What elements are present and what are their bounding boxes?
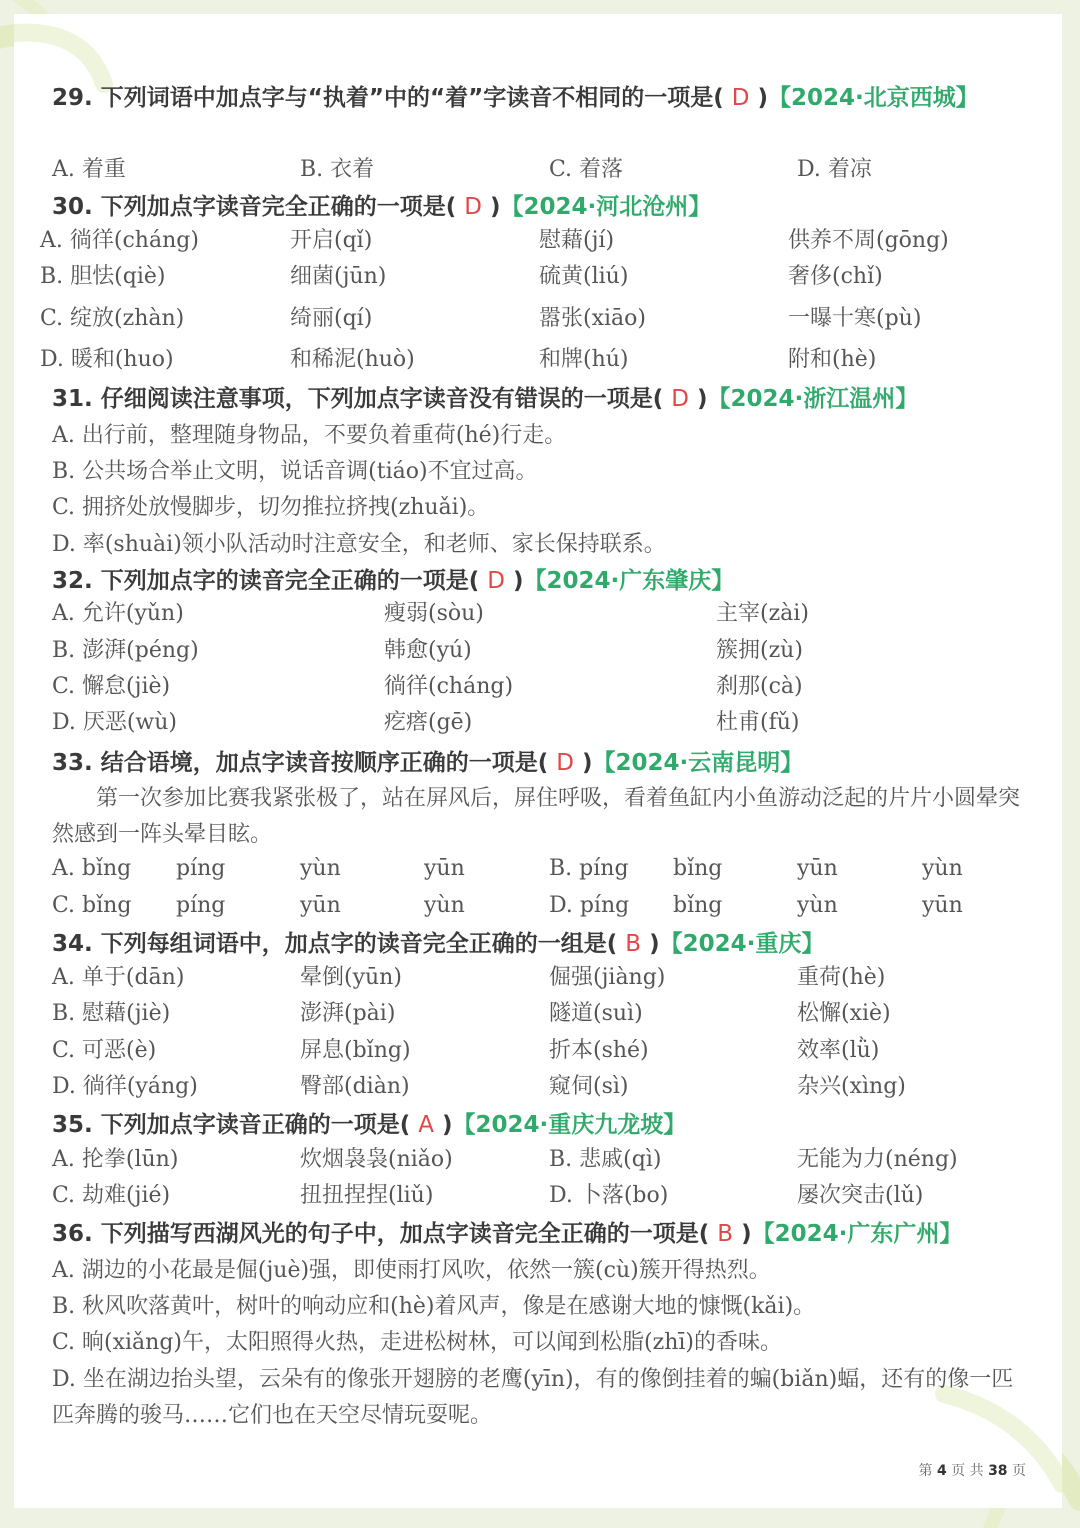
option-cell: 晕倒(yūn) bbox=[300, 965, 402, 990]
option-cell: C. bǐng bbox=[52, 893, 132, 918]
option-cell: 无能为力(néng) bbox=[797, 1147, 958, 1172]
source-33: 【2024·云南昆明】 bbox=[592, 750, 804, 776]
option-cell: píng bbox=[176, 893, 226, 918]
question-30-row bbox=[40, 302, 1030, 336]
question-30-title: 30. 下列加点字读音完全正确的一项是( D )【2024·河北沧州】 bbox=[52, 194, 712, 220]
option-cell: C. 绽放(zhàn) bbox=[40, 306, 185, 331]
option-cell: 和稀泥(huò) bbox=[290, 347, 415, 372]
option-cell: 徜徉(cháng) bbox=[384, 674, 514, 699]
source-35: 【2024·重庆九龙坡】 bbox=[452, 1112, 687, 1138]
question-29-title: 29. 下列词语中加点字与“执着”中的“着”字读音不相同的一项是( D )【2024·北京西城】 bbox=[52, 85, 979, 111]
option-cell: 奢侈(chǐ) bbox=[788, 264, 883, 289]
option-cell: B. píng bbox=[549, 856, 629, 881]
option-cell: 和牌(hú) bbox=[539, 347, 629, 372]
option-cell: D. 暖和(huo) bbox=[40, 347, 174, 372]
question-35-row bbox=[52, 1143, 1032, 1177]
question-29-options bbox=[52, 153, 1032, 187]
question-35-title: 35. 下列加点字读音正确的一项是( A )【2024·重庆九龙坡】 bbox=[52, 1112, 687, 1138]
option-cell: 扭扭捏捏(liǔ) bbox=[300, 1183, 434, 1208]
question-33-row bbox=[52, 852, 1032, 886]
option-cell: C. 懈怠(jiè) bbox=[52, 674, 171, 699]
option-cell: 屏息(bǐng) bbox=[300, 1038, 411, 1063]
option-cell: 细菌(jūn) bbox=[290, 264, 387, 289]
option-a: A. 着重 bbox=[52, 157, 126, 182]
option-cell: D. 厌恶(wù) bbox=[52, 710, 178, 735]
answer-32: D bbox=[487, 568, 505, 594]
question-34-title: 34. 下列每组词语中，加点字的读音完全正确的一组是( B )【2024·重庆】 bbox=[52, 931, 825, 957]
option-cell: B. 胆怯(qiè) bbox=[40, 264, 166, 289]
question-34-row bbox=[52, 1070, 1032, 1104]
option-b: B. 公共场合举止文明，说话音调(tiáo)不宜过高。 bbox=[52, 459, 538, 484]
question-32-row bbox=[52, 634, 1032, 668]
option-cell: B. 悲戚(qì) bbox=[549, 1147, 662, 1172]
option-d: D. 坐在湖边抬头望，云朵有的像张开翅膀的老鹰(yīn)，有的像倒挂着的蝙(biǎn)蝠，还有的像一匹匹奔腾的骏马……它们也在天空尽情玩耍呢。 bbox=[52, 1367, 1014, 1428]
option-cell: 慰藉(jí) bbox=[539, 228, 615, 253]
option-cell: C. 可恶(è) bbox=[52, 1038, 157, 1063]
option-cell: 附和(hè) bbox=[788, 347, 877, 372]
option-cell: 绮丽(qí) bbox=[290, 306, 373, 331]
option-cell: 窥伺(sì) bbox=[549, 1074, 629, 1099]
source-34: 【2024·重庆】 bbox=[659, 931, 825, 957]
question-32-title: 32. 下列加点字的读音完全正确的一项是( D )【2024·广东肇庆】 bbox=[52, 568, 735, 594]
question-34-row bbox=[52, 961, 1032, 995]
question-34-row bbox=[52, 1034, 1032, 1068]
question-32-row bbox=[52, 597, 1032, 631]
option-cell: 疙瘩(gē) bbox=[384, 710, 473, 735]
option-cell: 硫黄(liú) bbox=[539, 264, 629, 289]
option-cell: 隧道(suì) bbox=[549, 1001, 643, 1026]
question-33-passage: 第一次参加比赛我紧张极了，站在屏风后，屏住呼吸，看着鱼缸内小鱼游动泛起的片片小圆晕突然感到一阵头晕目眩。 bbox=[52, 786, 1021, 847]
source-29: 【2024·北京西城】 bbox=[768, 85, 979, 111]
option-cell: 供养不周(gōng) bbox=[788, 228, 949, 253]
source-36: 【2024·广东广州】 bbox=[751, 1221, 963, 1247]
option-c: C. 晌(xiǎng)午，太阳照得火热，走进松树林，可以闻到松脂(zhī)的香味。 bbox=[52, 1330, 782, 1355]
option-cell: 杂兴(xìng) bbox=[797, 1074, 906, 1099]
option-cell: A. bǐng bbox=[52, 856, 132, 881]
option-c: C. 拥挤处放慢脚步，切勿推拉挤拽(zhuǎi)。 bbox=[52, 495, 490, 520]
option-b: B. 衣着 bbox=[300, 157, 375, 182]
option-cell: 倔强(jiàng) bbox=[549, 965, 666, 990]
option-cell: B. 澎湃(péng) bbox=[52, 638, 199, 663]
question-30-row bbox=[40, 224, 1030, 258]
option-d: D. 率(shuài)领小队活动时注意安全，和老师、家长保持联系。 bbox=[52, 532, 666, 557]
answer-30: D bbox=[464, 194, 482, 220]
source-32: 【2024·广东肇庆】 bbox=[523, 568, 735, 594]
option-cell: D. 徜徉(yáng) bbox=[52, 1074, 198, 1099]
question-30-row bbox=[40, 343, 1030, 377]
option-cell: 屡次突击(lǔ) bbox=[797, 1183, 924, 1208]
option-cell: 瘦弱(sòu) bbox=[384, 601, 484, 626]
option-cell: yūn bbox=[300, 893, 341, 918]
option-cell: 重荷(hè) bbox=[797, 965, 886, 990]
source-30: 【2024·河北沧州】 bbox=[500, 194, 712, 220]
option-cell: yùn bbox=[300, 856, 341, 881]
question-33-title: 33. 结合语境，加点字读音按顺序正确的一项是( D )【2024·云南昆明】 bbox=[52, 750, 804, 776]
option-c: C. 着落 bbox=[549, 157, 624, 182]
option-cell: D. píng bbox=[549, 893, 630, 918]
option-cell: 刹那(cà) bbox=[716, 674, 803, 699]
option-cell: yūn bbox=[922, 893, 963, 918]
option-cell: 开启(qǐ) bbox=[290, 228, 373, 253]
option-cell: A. 允许(yǔn) bbox=[52, 601, 184, 626]
option-cell: yūn bbox=[797, 856, 838, 881]
answer-34: B bbox=[625, 931, 642, 957]
question-30-row bbox=[40, 260, 1030, 294]
option-cell: yùn bbox=[424, 893, 465, 918]
option-cell: B. 慰藉(jiè) bbox=[52, 1001, 171, 1026]
option-cell: 一曝十寒(pù) bbox=[788, 306, 922, 331]
question-36-title: 36. 下列描写西湖风光的句子中，加点字读音完全正确的一项是( B )【2024·广东广州】 bbox=[52, 1221, 963, 1247]
option-cell: 折本(shé) bbox=[549, 1038, 649, 1063]
option-cell: A. 徜徉(cháng) bbox=[40, 228, 199, 253]
option-cell: yūn bbox=[424, 856, 465, 881]
page-number: 第 4 页 共 38 页 bbox=[918, 1463, 1026, 1479]
option-b: B. 秋风吹落黄叶，树叶的响动应和(hè)着风声，像是在感谢大地的慷慨(kǎi)。 bbox=[52, 1294, 816, 1319]
option-cell: bǐng bbox=[673, 893, 723, 918]
question-32-row bbox=[52, 670, 1032, 704]
option-cell: 嚣张(xiāo) bbox=[539, 306, 646, 331]
question-33-row bbox=[52, 889, 1032, 923]
question-31-title: 31. 仔细阅读注意事项，下列加点字读音没有错误的一项是( D )【2024·浙江温州】 bbox=[52, 386, 919, 412]
answer-35: A bbox=[418, 1112, 435, 1138]
source-31: 【2024·浙江温州】 bbox=[707, 386, 919, 412]
option-a: A. 出行前，整理随身物品，不要负着重荷(hé)行走。 bbox=[52, 423, 567, 448]
option-cell: 效率(lǜ) bbox=[797, 1038, 880, 1063]
option-cell: 簇拥(zù) bbox=[716, 638, 803, 663]
option-cell: 主宰(zài) bbox=[716, 601, 809, 626]
option-cell: 臀部(diàn) bbox=[300, 1074, 410, 1099]
answer-29: D bbox=[731, 85, 750, 111]
option-cell: 炊烟袅袅(niǎo) bbox=[300, 1147, 453, 1172]
option-cell: bǐng bbox=[673, 856, 723, 881]
option-cell: 松懈(xiè) bbox=[797, 1001, 891, 1026]
question-34-row bbox=[52, 997, 1032, 1031]
option-cell: 韩愈(yú) bbox=[384, 638, 472, 663]
question-35-row bbox=[52, 1179, 1032, 1213]
answer-36: B bbox=[717, 1221, 734, 1247]
option-cell: píng bbox=[176, 856, 226, 881]
document-page bbox=[14, 14, 1062, 1508]
option-cell: 杜甫(fǔ) bbox=[716, 710, 800, 735]
option-cell: yùn bbox=[922, 856, 963, 881]
option-cell: D. 卜落(bo) bbox=[549, 1183, 669, 1208]
option-cell: A. 抡拳(lūn) bbox=[52, 1147, 179, 1172]
option-d: D. 着凉 bbox=[797, 157, 872, 182]
question-32-row bbox=[52, 706, 1032, 740]
option-a: A. 湖边的小花最是倔(juè)强，即使雨打风吹，依然一簇(cù)簇开得热烈。 bbox=[52, 1258, 771, 1283]
answer-33: D bbox=[556, 750, 574, 776]
option-cell: yùn bbox=[797, 893, 838, 918]
option-cell: C. 劫难(jié) bbox=[52, 1183, 171, 1208]
option-cell: 澎湃(pài) bbox=[300, 1001, 396, 1026]
answer-31: D bbox=[671, 386, 689, 412]
option-cell: A. 单于(dān) bbox=[52, 965, 185, 990]
